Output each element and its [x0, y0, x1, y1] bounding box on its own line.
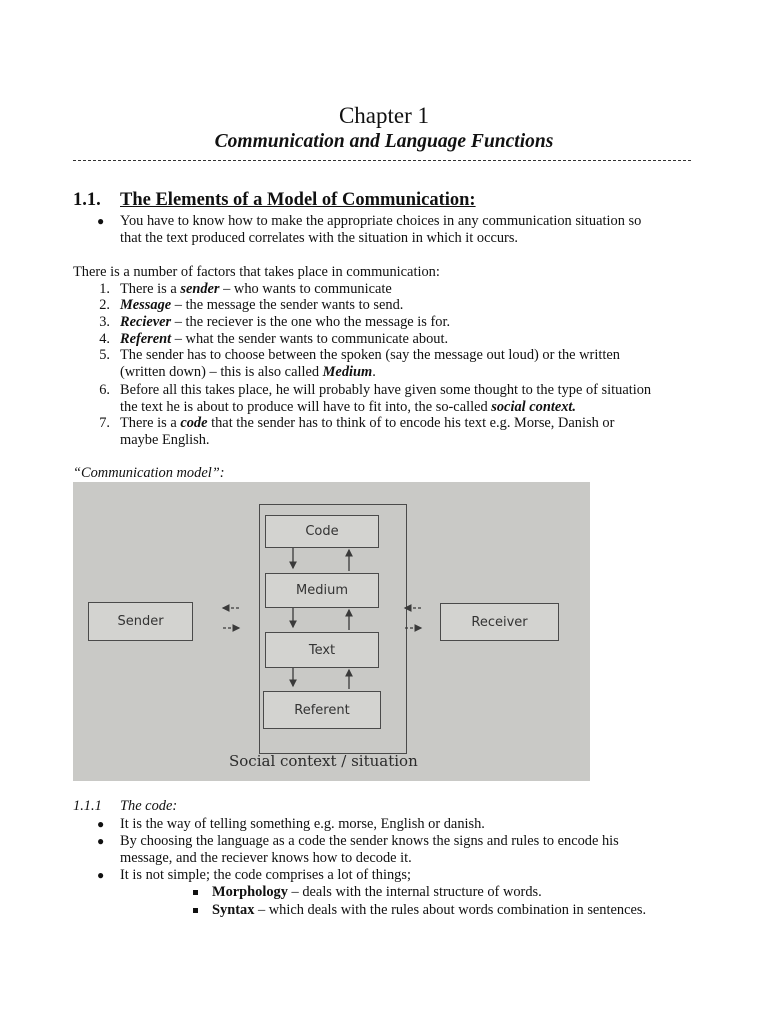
- factor-item-medium-line2: (written down) – this is also called Medium.: [120, 364, 376, 380]
- factor-item-sender: There is a sender – who wants to communicate: [120, 281, 392, 297]
- list-number: 5.: [99, 347, 110, 363]
- bullet-icon: ●: [97, 214, 105, 228]
- list-number: 3.: [99, 314, 110, 330]
- factors-intro: There is a number of factors that takes place in communication:: [73, 264, 440, 280]
- receiver-box: Receiver: [440, 603, 559, 641]
- dashed-divider: [73, 160, 691, 161]
- social-context-label: Social context / situation: [229, 752, 418, 770]
- square-bullet-icon: [193, 908, 198, 913]
- factor-item-message: Message – the message the sender wants to send.: [120, 297, 404, 313]
- list-number: 6.: [99, 382, 110, 398]
- bullet-icon: ●: [97, 868, 105, 882]
- list-number: 1.: [99, 281, 110, 297]
- referent-box: Referent: [263, 691, 381, 729]
- code-bullet: By choosing the language as a code the sender knows the signs and rules to encode his: [120, 833, 619, 849]
- sender-box: Sender: [88, 602, 193, 641]
- code-subitem-syntax: Syntax – which deals with the rules about words combination in sentences.: [212, 902, 647, 918]
- text-box: Text: [265, 632, 379, 668]
- code-subitem-morphology: Morphology – deals with the internal structure of words.: [212, 884, 542, 900]
- factor-item-context-line2: the text he is about to produce will have to fit into, the so-called social context.: [120, 399, 577, 415]
- medium-box: Medium: [265, 573, 379, 608]
- factor-item-medium-line1: The sender has to choose between the spoken (say the message out loud) or the written: [120, 347, 620, 363]
- bullet-icon: ●: [97, 834, 105, 848]
- code-bullet: It is the way of telling something e.g. morse, English or danish.: [120, 816, 485, 832]
- factor-item-referent: Referent – what the sender wants to communicate about.: [120, 331, 449, 347]
- section-title: The Elements of a Model of Communication:: [120, 190, 476, 210]
- section-heading: [73, 190, 476, 211]
- code-bullet-cont: message, and the reciever knows how to decode it.: [120, 850, 412, 866]
- diagram-arrows: [73, 482, 590, 781]
- factor-item-code-line2: maybe English.: [120, 432, 210, 448]
- factor-item-context-line1: Before all this takes place, he will probably have given some thought to the type of situation: [120, 382, 652, 398]
- model-caption: “Communication model”:: [73, 465, 225, 481]
- communication-model-figure: [73, 482, 590, 781]
- list-number: 2.: [99, 297, 110, 313]
- list-number: 7.: [99, 415, 110, 431]
- square-bullet-icon: [193, 890, 198, 895]
- list-number: 4.: [99, 331, 110, 347]
- subsection-number: 1.1.1: [73, 798, 102, 814]
- code-box: Code: [265, 515, 379, 548]
- intro-bullet-line1: You have to know how to make the appropriate choices in any communication situation so: [120, 213, 642, 229]
- section-number: 1.1.: [73, 190, 101, 210]
- intro-bullet-line2: that the text produced correlates with the situation in which it occurs.: [120, 230, 519, 246]
- subsection-title: The code:: [120, 798, 178, 814]
- chapter-subtitle: Communication and Language Functions: [214, 131, 554, 152]
- factor-item-code-line1: There is a code that the sender has to think of to encode his text e.g. Morse, Danish or: [120, 415, 615, 431]
- code-bullet: It is not simple; the code comprises a lot of things;: [120, 867, 411, 883]
- bullet-icon: ●: [97, 817, 105, 831]
- factor-item-reciever: Reciever – the reciever is the one who the message is for.: [120, 314, 451, 330]
- chapter-heading: Chapter 1: [338, 103, 430, 128]
